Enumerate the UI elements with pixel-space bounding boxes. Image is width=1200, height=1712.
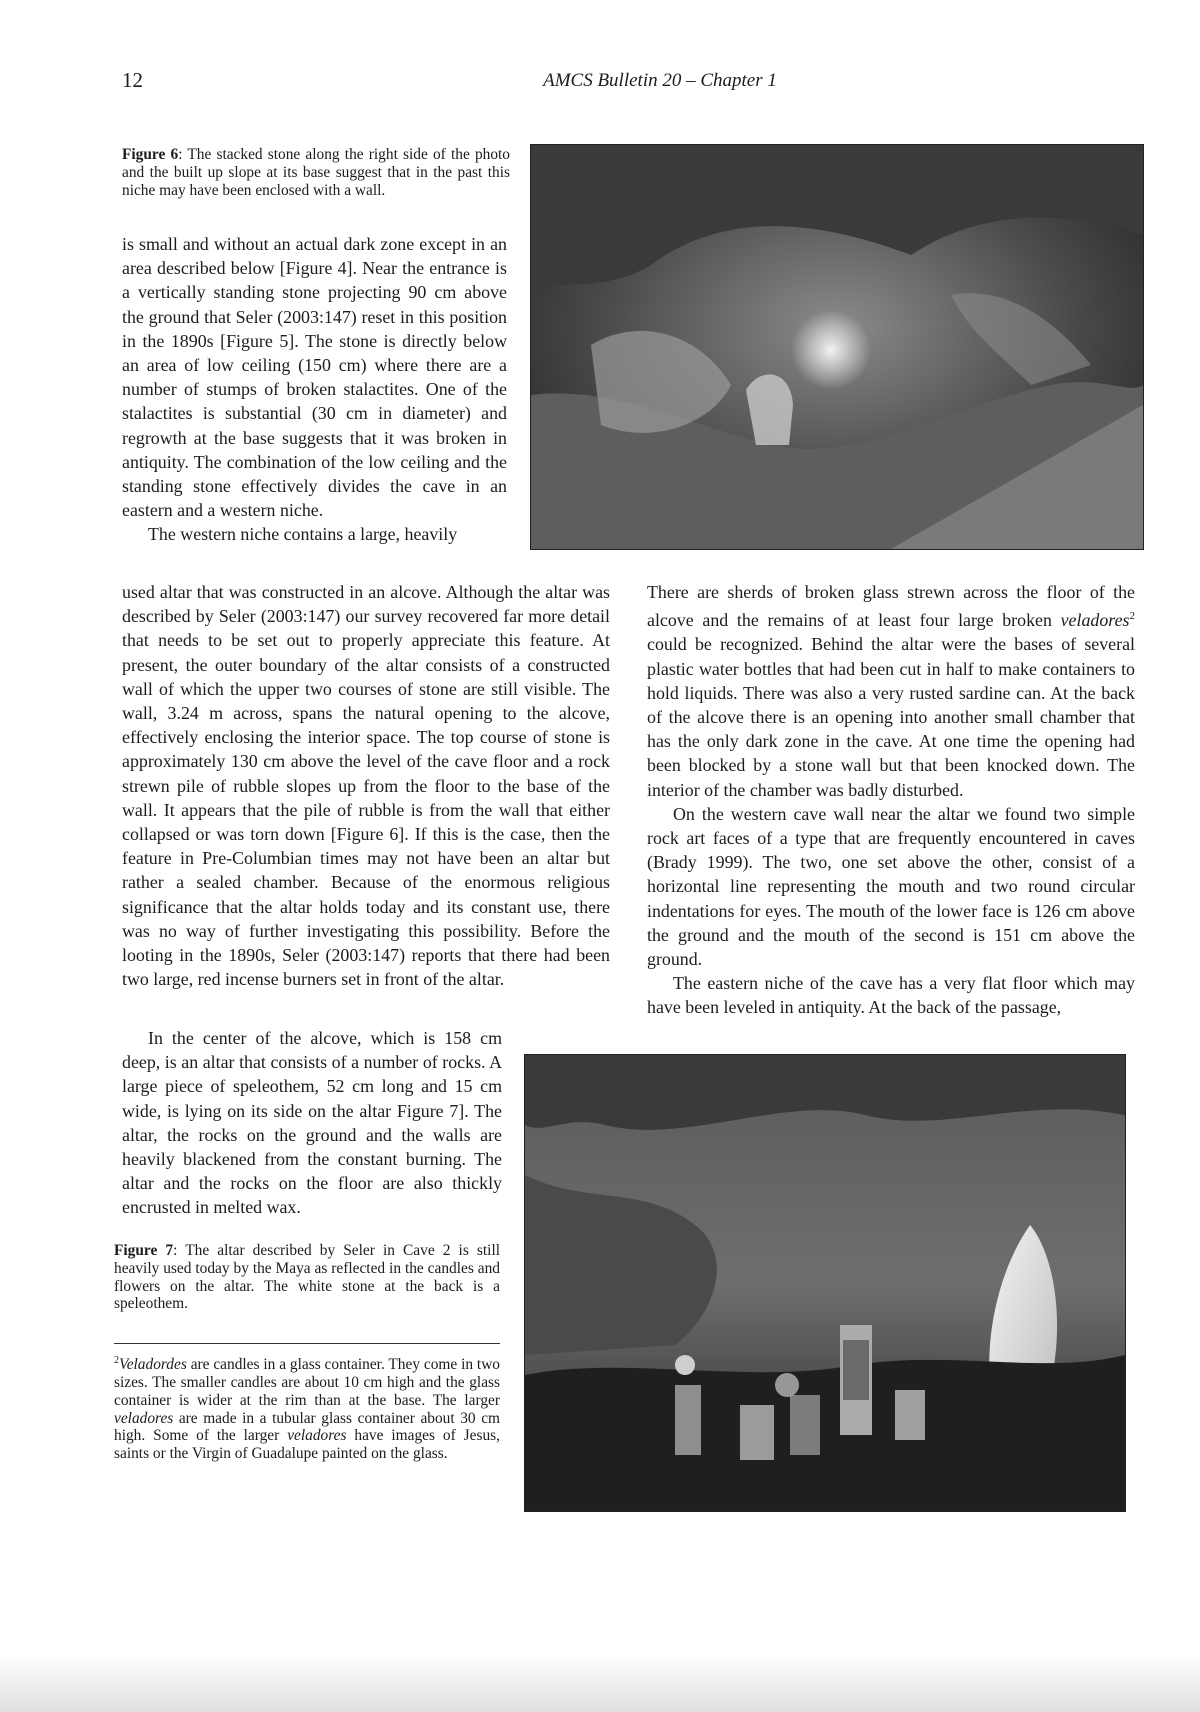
paragraph-alcove-altar: In the center of the alcove, which is 158 cm deep, is an altar that consists of a number of rocks. A large piece of speleothem, 52 cm long and 15 cm wide, is lying on its side on the altar Figure 7]. The altar, the rocks on the ground and the walls are heavily blackened from the constant burning. The altar and the rocks on the floor are also thickly encrusted in melted wax. — [122, 1028, 502, 1218]
footnote-divider — [114, 1343, 500, 1344]
running-title: AMCS Bulletin 20 – Chapter 1 — [543, 70, 777, 91]
paragraph-western-niche-start: The western niche contains a large, heavily — [148, 524, 458, 545]
paragraph-eastern-niche: The eastern niche of the cave has a very flat floor which may have been leveled in antiquity. At the back of the passage, — [647, 973, 1135, 1018]
left-column-upper — [122, 232, 507, 547]
page-number: 12 — [122, 68, 143, 92]
paragraph-rock-art: On the western cave wall near the altar we found two simple rock art faces of a type that are frequently encountered in caves (Brady 1999). The two, one set above the other, consist of a horizontal line representing the mouth and two round circular indentations for eyes. The mouth of the lower face is 126 cm above the ground and the mouth of the second is 151 cm above the ground. — [647, 803, 1135, 970]
left-column-lower — [122, 1026, 502, 1220]
paragraph-glass-sherds: There are sherds of broken glass strewn across the floor of the alcove and the remains of at least four large broken veladores$^2$ could be recognized. Behind the altar were the bases of several plastic water bottles that had been cut in half to make containers to hold liquids. There was also a very rusted sardine can. At the back of the alcove there is an opening into another small chamber that has the only dark zone in the cave. At one time the opening had been blocked by a stone wall but that been knocked down. The interior of the chamber was badly disturbed. — [647, 582, 1135, 800]
figure-7-photo — [524, 1054, 1126, 1512]
figure-6-label: Figure 6 — [122, 146, 179, 163]
figure-6-text: : The stacked stone along the right side of the photo and the built up slope at its base suggest that in the past this niche may have been enclosed with a wall. — [122, 146, 511, 199]
figure-6-caption — [122, 146, 510, 199]
left-column-middle — [122, 580, 610, 991]
paragraph-niche-division: is small and without an actual dark zone except in an area described below [Figure 4]. Near the entrance is a vertically standing stone projecting 90 cm above the ground that Seler (2003:147) reset in this position in the 1890s [Figure 5]. The stone is directly below an area of low ceiling (150 cm) where there are a number of stumps of broken stalactites. One of the stalactites is substantial (30 cm in diameter) and regrowth at the base suggests that it was broken in antiquity. The combination of the low ceiling and the standing stone effectively divides the cave in an eastern and a western niche. — [122, 234, 507, 521]
paragraph-western-niche-altar: used altar that was constructed in an alcove. Although the altar was described by Seler (2003:147) our survey recovered far more detail that needs to be set out to properly appreciate this feature. At present, the outer boundary of the altar consists of a constructed wall of which the upper two courses of stone are still visible. The wall, 3.24 m across, spans the natural opening to the alcove, effectively enclosing the interior space. The top course of stone is approximately 130 cm above the level of the cave floor and a rock strewn pile of rubble slopes up from the floor to the base of the wall. It appears that the pile of rubble is from the wall that either collapsed or was torn down [Figure 6]. If this is the case, then the feature in Pre-Columbian times may not have been an altar but rather a sealed chamber. Because of the enormous religious significance that the altar holds today and its constant use, there was no way of further investigating this possibility. Before the looting in the 1890s, Seler (2003:147) reports that there had been two large, red incense burners set in front of the altar. — [122, 582, 610, 990]
cave-niche-image — [531, 145, 1143, 549]
scan-edge-shadow — [0, 1652, 1200, 1712]
figure-7-text: : The altar described by Seler in Cave 2 is still heavily used today by the Maya as reflected in the candles and flowers on the altar. The white stone at the back is a speleothem. — [114, 1242, 501, 1313]
footnote-veladores: $^2$Veladordes are candles in a glass container. They come in two sizes. The smaller candles are about 10 cm high and the glass container is wider at the rim than at the base. The larger veladores are made in a tubular glass container about 30 cm high. Some of the larger veladores have images of Jesus, saints or the Virgin of Guadalupe painted on the glass. — [114, 1355, 501, 1463]
figure-7-caption — [114, 1242, 500, 1313]
figure-7-label: Figure 7 — [114, 1242, 174, 1259]
cave-altar-image — [525, 1055, 1125, 1511]
figure-6-photo — [530, 144, 1144, 550]
right-column — [647, 580, 1135, 1020]
